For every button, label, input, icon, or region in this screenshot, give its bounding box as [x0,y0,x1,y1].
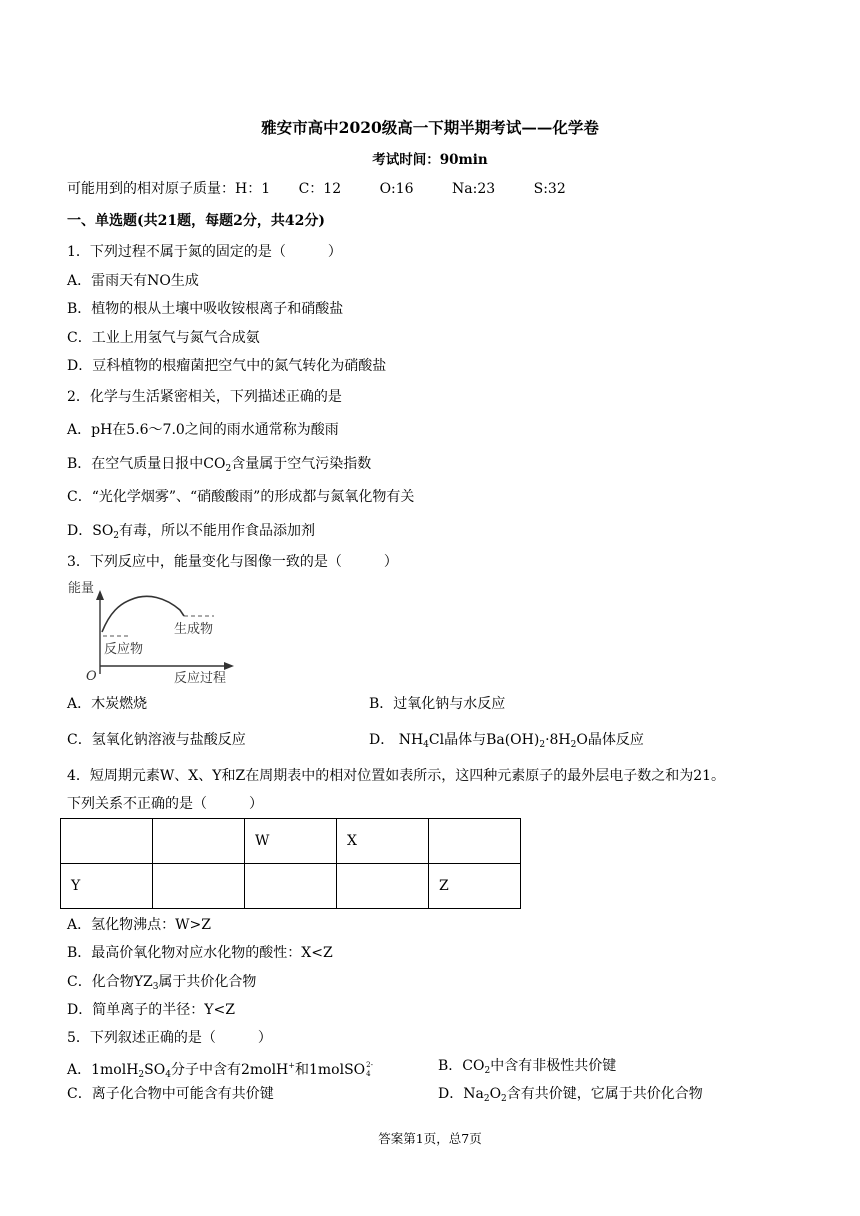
q5-b-sub: 2 [484,1066,491,1076]
table-cell [337,864,429,909]
q1-option-a: A．雷雨天有NO生成 [67,273,199,289]
q5-a-ion-charge: 2- [366,1061,373,1069]
q2-stem: 2．化学与生活紧密相关，下列描述正确的是 [67,389,342,405]
q5-option-c: C．离子化合物中可能含有共价键 [67,1086,274,1102]
q4-stem-line1: 4．短周期元素W、X、Y和Z在周期表中的相对位置如表所示，这四种元素原子的最外层电子数之和为21。 [67,768,726,784]
section-heading: 一、单选题(共21题，每题2分，共42分) [67,213,325,229]
q5-d-post: 含有共价键，它属于共价化合物 [506,1086,703,1102]
periodic-table-fragment [60,818,521,909]
atomic-mass-c: C：12 [298,181,342,197]
q5-a-ion-sub: 4 [366,1070,371,1078]
q5-a-and: 和1molSO [294,1062,366,1078]
q5-option-b [438,1057,616,1080]
q5-a-mid: 分子中含有2molH [170,1062,289,1078]
q5-a-4: 4 [165,1070,171,1080]
q2-b-pre: B．在空气质量日报中CO [67,456,226,472]
table-cell: W [245,819,337,864]
q5-option-d [438,1085,703,1108]
q1-option-c: C．工业上用氢气与氮气合成氨 [67,330,260,346]
q4-option-a: A．氢化物沸点：W>Z [67,917,211,933]
table-cell [153,819,245,864]
q2-b-sub: 2 [225,464,232,474]
q3-d-post: O晶体反应 [576,732,644,748]
energy-axis-label: 能量 [68,581,95,596]
q4-option-c [67,973,256,996]
q5-option-a [67,1057,373,1084]
q4-stem-line2: 下列关系不正确的是（ ） [67,796,263,812]
energy-diagram [66,580,246,686]
q2-d-sub: 2 [113,531,120,541]
q3-d-dot: ·8H [545,732,571,748]
table-cell: Y [61,864,153,909]
q2-option-b [67,455,371,478]
q5-b-post: 中含有非极性共价键 [490,1058,617,1074]
table-cell [61,819,153,864]
page-footer: 答案第1页，总7页 [378,1131,482,1146]
q1-option-d: D．豆科植物的根瘤菌把空气中的氮气转化为硝酸盐 [67,358,387,374]
q1-stem: 1．下列过程不属于氮的固定的是（ ） [67,244,342,260]
table-cell [153,864,245,909]
q5-b-pre: B．CO [438,1058,485,1074]
atomic-mass-h: 可能用到的相对原子质量：H：1 [67,181,271,197]
q5-a-so: SO [144,1062,166,1078]
q3-option-d [369,731,644,754]
atomic-mass-line [67,180,566,198]
table-cell [245,864,337,909]
q2-option-c: C．“光化学烟雾”、“硝酸酸雨”的形成都与氮氧化物有关 [67,489,415,505]
table-cell [429,819,521,864]
q1-option-b: B．植物的根从土壤中吸收铵根离子和硝酸盐 [67,301,344,317]
table-row [61,819,521,864]
q3-option-a: A．木炭燃烧 [67,696,148,712]
product-label: 生成物 [174,622,214,637]
q5-d-o: O [489,1086,502,1102]
q3-d-nh: NH [398,732,424,748]
energy-curve [102,596,184,632]
q5-d-2b: 2 [501,1094,507,1104]
q5-a-pre: A．1molH [67,1062,139,1078]
q5-a-plus: + [288,1061,295,1070]
table-cell: Z [429,864,521,909]
table-row [61,864,521,909]
q2-option-a: A．pH在5.6～7.0之间的雨水通常称为酸雨 [67,422,339,438]
q5-stem: 5．下列叙述正确的是（ ） [67,1030,272,1046]
q2-d-post: 有毒，所以不能用作食品添加剂 [119,523,316,539]
process-axis-label: 反应过程 [174,671,227,686]
q3-option-b: B．过氧化钠与水反应 [369,696,506,712]
q5-a-2: 2 [138,1070,145,1080]
reactant-label: 反应物 [104,642,144,657]
q3-d-4: 4 [423,740,429,750]
q4-option-b: B．最高价氧化物对应水化物的酸性：X<Z [67,945,333,961]
q4-c-sub: 3 [152,982,159,992]
atomic-mass-s: S:32 [533,181,566,197]
table-cell: X [337,819,429,864]
q4-option-d: D．简单离子的半径：Y<Z [67,1002,235,1018]
q2-option-d [67,522,315,545]
q5-d-pre: D．Na [438,1086,484,1102]
q4-c-post: 属于共价化合物 [158,974,257,990]
q4-c-pre: C．化合物YZ [67,974,153,990]
page-title: 雅安市高中2020级高一下期半期考试——化学卷 [261,118,599,137]
q5-d-2a: 2 [483,1094,490,1104]
atomic-mass-na: Na:23 [452,181,496,197]
x-axis-arrow-icon [224,662,234,670]
q5-a-ion-script [365,1060,373,1078]
atomic-mass-o: O:16 [379,181,414,197]
q3-d-2: 2 [539,740,546,750]
exam-time: 考试时间：90min [372,152,488,168]
y-axis-arrow-icon [96,590,104,600]
q2-d-pre: D．SO [67,523,114,539]
q3-d-h2: 2 [570,740,577,750]
q3-option-c: C．氢氧化钠溶液与盐酸反应 [67,732,246,748]
q2-b-post: 含量属于空气污染指数 [231,456,372,472]
origin-label: O [86,669,97,684]
q3-d-pre: D． [369,732,395,748]
q3-stem: 3．下列反应中，能量变化与图像一致的是（ ） [67,554,398,570]
q3-d-cl: Cl晶体与Ba(OH) [428,732,540,748]
